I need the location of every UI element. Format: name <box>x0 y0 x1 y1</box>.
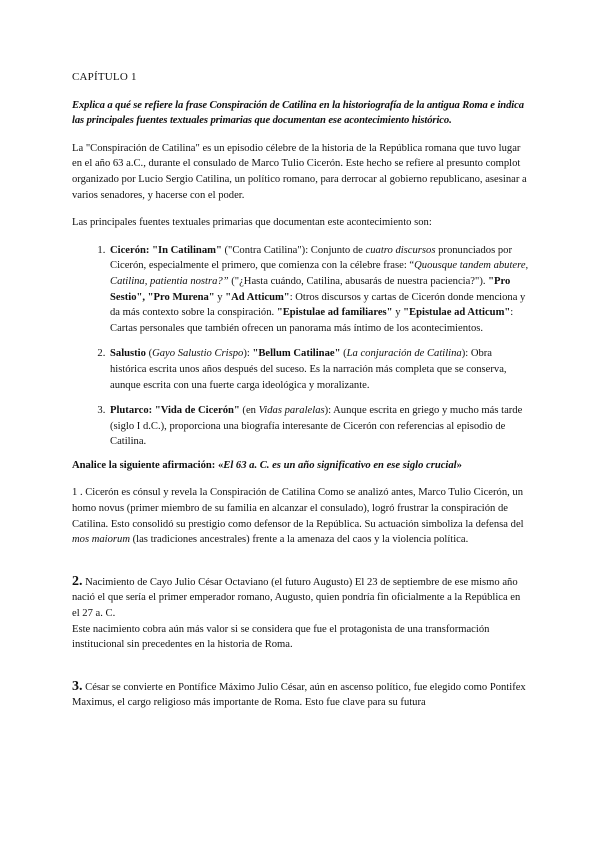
source-italic: La conjuración de Catilina <box>346 348 462 360</box>
work-title: "In Catilinam" <box>152 244 222 256</box>
point-text: Este nacimiento cobra aún más valor si se considera que fue el protagonista de una transformación institucional sin precedentes en la historia de Roma. <box>72 623 490 651</box>
source-sep: y <box>392 307 404 319</box>
chapter-heading: CAPÍTULO 1 <box>72 71 137 83</box>
source-text: ): Obra histórica escrita unos años después del suceso. Es la narración más completa que se conserva, aunque escrita con una fuerte carga ideológica y moralizante. <box>110 348 507 391</box>
source-text: ("¿Hasta cuándo, Catilina, abusarás de nuestra paciencia?"). <box>228 275 489 287</box>
work-title: "Pro Murena" <box>147 291 215 303</box>
source-italic: Vidas paralelas <box>258 405 325 417</box>
question-text: Explica a qué se refiere la frase Conspiración de Catilina en la historiografía de la antigua Roma e indica las principales fuentes textuales primarias que documentan ese acontecimiento histórico. <box>72 99 524 127</box>
source-item-plutarco <box>108 403 530 450</box>
work-title: "Epistulae ad Atticum" <box>403 307 511 319</box>
point-2 <box>72 574 530 653</box>
point-text: César se convierte en Pontífice Máximo Julio César, aún en ascenso político, fue elegido como Pontifex Maximus, el cargo religioso más importante de Roma. Esto fue clave para su futura <box>72 681 526 709</box>
point-number: 3. <box>72 678 83 694</box>
source-text: ): Aunque escrita en griego y mucho más tarde (siglo I d.C.), proporciona una biografía interesante de Cicerón con referencias al episodio de Catilina. <box>110 405 523 448</box>
source-italic: Gayo Salustio Crispo <box>152 348 244 360</box>
point-italic: mos maiorum <box>72 534 130 546</box>
source-text: ( <box>145 348 153 360</box>
point-number: 2. <box>72 573 83 589</box>
latin-quote: Quousque tandem abutere, Catilina, patientia nostra?” <box>110 260 529 287</box>
work-title: "Bellum Catilinae" <box>252 348 341 360</box>
source-text: (en <box>239 405 259 417</box>
point-text: (las tradiciones ancestrales) frente a la amenaza del caos y la violencia política. <box>129 534 469 546</box>
sources-list <box>72 243 530 450</box>
intro-text: La "Conspiración de Catilina" es un episodio célebre de la historia de la República romana que tuvo lugar en el año 63 a.C., durante el consulado de Marco Tulio Cicerón. Este hecho se refiere al presunto complot organizado por Lucio Sergio Catilina, un político romano, para derrocar al gobierno republicano, asesinar a varios senadores, y hacerse con el poder. <box>72 142 527 201</box>
sources-intro: Las principales fuentes textuales primarias que documentan este acontecimiento son: <box>72 217 432 229</box>
source-sep: , <box>142 291 148 303</box>
work-title: "Vida de Cicerón" <box>154 405 240 417</box>
source-colon: : <box>145 244 153 256</box>
work-title: "Pro Sestio" <box>110 275 511 303</box>
source-text: ( <box>340 348 347 360</box>
point-text: . Cicerón es cónsul y revela la Conspiración de Catilina Como se analizó antes, Marco Tulio Cicerón, un homo novus (primer miembro de su familia en alcanzar el consulado), logró frustrar la conspiración de Catilina. Esto consolidó su prestigio como defensor de la República. Su actuación simboliza la defensa del <box>72 487 524 530</box>
source-sep: y <box>214 291 226 303</box>
source-text: : Cartas personales que también ofrecen un panorama más íntimo de los acontecimientos. <box>110 307 514 334</box>
point-1 <box>72 485 530 547</box>
source-italic: cuatro discursos <box>365 244 436 256</box>
point-text: Nacimiento de Cayo Julio César Octaviano (el futuro Augusto) El 23 de septiembre de ese mismo año nació el que sería el primer emperador romano, Augusto, quien pondría fin oficialmente a la República en el 27 a. C. <box>72 576 521 620</box>
source-text: : Otros discursos y cartas de Cicerón donde menciona y da más contexto sobre la conspiración. <box>110 291 526 319</box>
analysis-tail: » <box>456 459 462 471</box>
spacer <box>72 560 530 574</box>
source-item-salustio <box>108 346 530 393</box>
source-text: ("Contra Catilina"): Conjunto de <box>221 244 366 256</box>
work-title: "Ad Atticum" <box>225 291 290 303</box>
work-title: "Epistulae ad familiares" <box>276 307 393 319</box>
point-3 <box>72 679 530 711</box>
source-colon: : <box>148 405 155 417</box>
source-author: Cicerón <box>110 244 146 256</box>
source-text: ): <box>243 348 253 360</box>
analysis-quote: El 63 a. C. es un año significativo en ese siglo crucial <box>223 459 457 471</box>
source-text: pronunciados por Cicerón, especialmente el primero, que comienza con la célebre frase: “ <box>110 244 512 272</box>
analysis-lead: Analice la siguiente afirmación: « <box>72 459 224 471</box>
source-item-cicero <box>108 243 530 337</box>
intro-paragraph <box>72 141 530 203</box>
analysis-heading <box>72 458 530 474</box>
source-author: Plutarco <box>110 405 149 417</box>
spacer <box>72 665 530 679</box>
point-number: 1 <box>72 487 78 499</box>
source-author: Salustio <box>110 348 146 360</box>
